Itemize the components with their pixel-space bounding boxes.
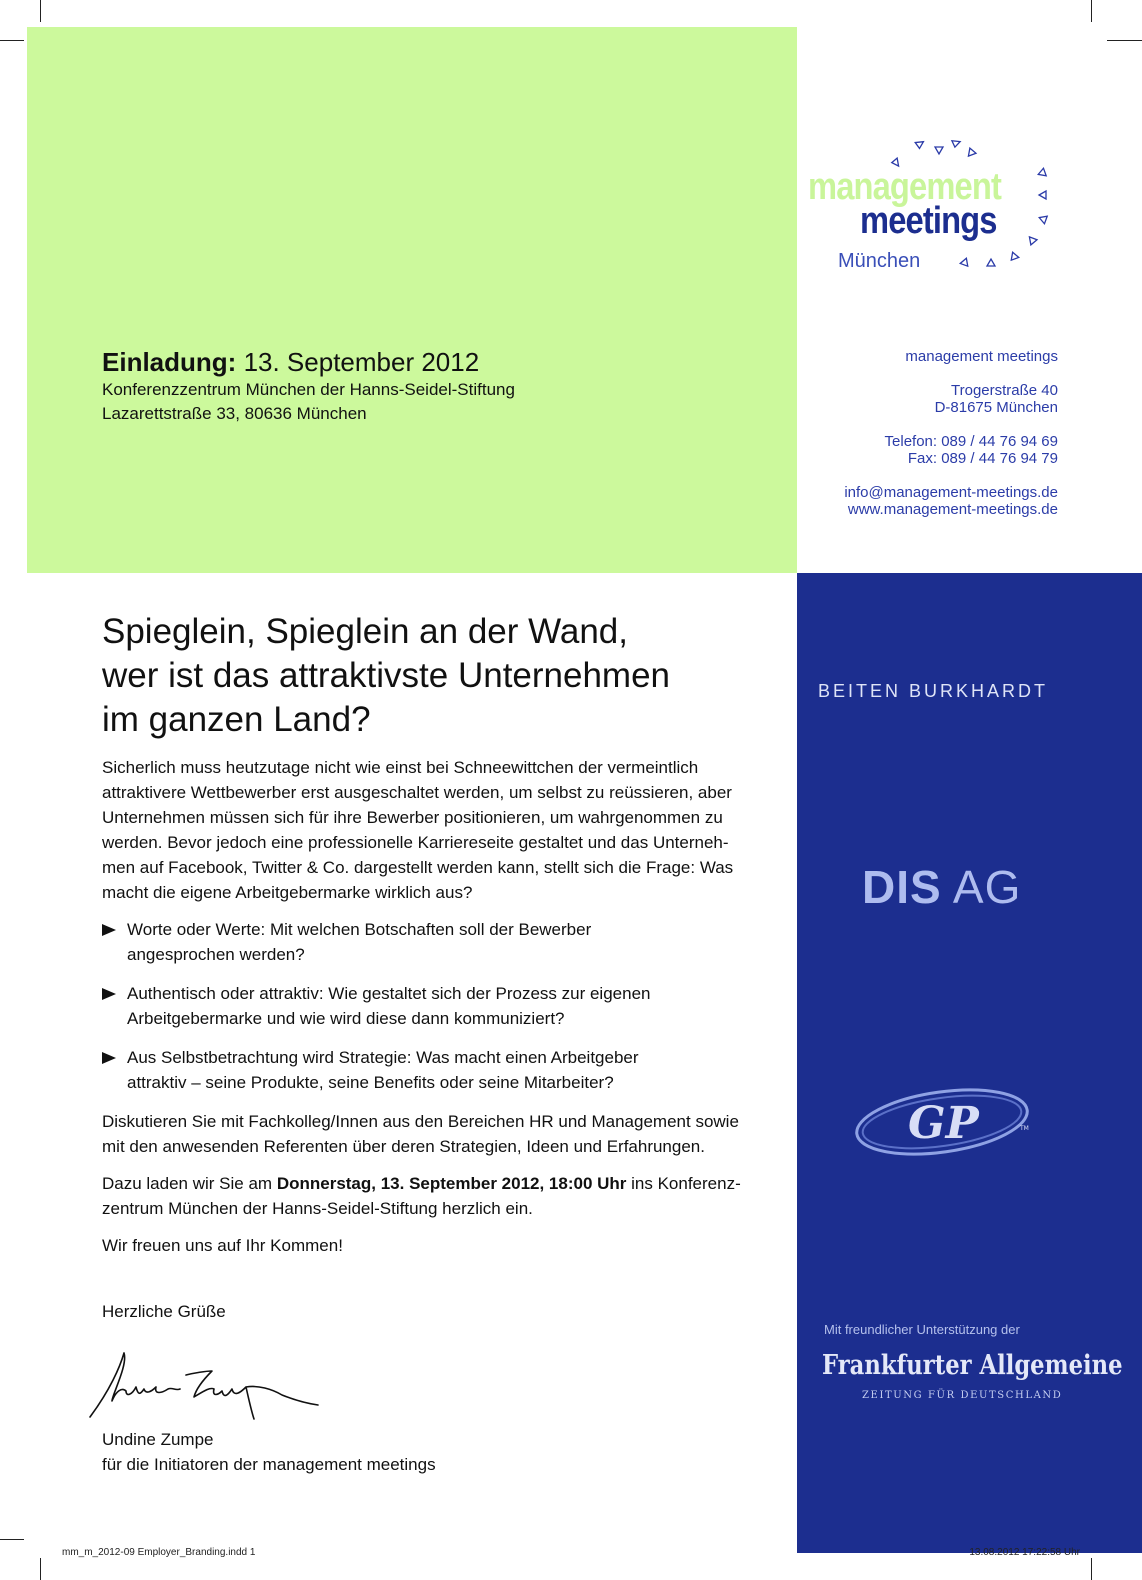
invitation-block: [102, 346, 622, 426]
text-line: angesprochen werden?: [127, 945, 305, 964]
headline-line: im ganzen Land?: [102, 700, 371, 739]
contact-email-link[interactable]: info@management-meetings.de: [844, 484, 1058, 501]
faz-logo-name: Frankfurter Allgemeine: [822, 1350, 1123, 1381]
invitation-date: 13. September 2012: [243, 347, 480, 377]
header-panel: [27, 27, 797, 573]
contact-org: management meetings: [905, 348, 1058, 365]
text-line: men auf Facebook, Twitter & Co. dargestellt werden kann, stellt sich die Frage: Was: [102, 858, 734, 877]
crop-mark: [40, 0, 41, 22]
text-line: macht die eigene Arbeitgebermarke wirklich aus?: [102, 883, 473, 902]
greeting: Herzliche Grüße: [102, 1302, 226, 1321]
signer-name: Undine Zumpe: [102, 1430, 214, 1449]
triangle-bullet-icon: [102, 988, 116, 1000]
invite-pre: Dazu laden wir Sie am: [102, 1174, 277, 1193]
intro-paragraph: [102, 755, 772, 905]
headline: [102, 610, 792, 742]
signer-block: [102, 1427, 436, 1477]
invitation-label: Einladung:: [102, 347, 237, 377]
crop-mark: [1091, 1558, 1092, 1580]
contact-phone: Telefon: 089 / 44 76 94 69: [884, 433, 1058, 450]
sponsor-dis-ag: [862, 860, 1021, 914]
crop-mark: [1091, 0, 1092, 22]
text-line: Diskutieren Sie mit Fachkolleg/Innen aus den Bereichen HR und Management sowie: [102, 1112, 739, 1131]
gp-logo-icon: [850, 1072, 1040, 1162]
bullet-item: [102, 917, 772, 967]
contact-block: [738, 348, 1058, 518]
contact-web-link[interactable]: www.management-meetings.de: [847, 501, 1058, 518]
text-line: Authentisch oder attraktiv: Wie gestaltet sich der Prozess zur eigenen: [127, 984, 651, 1003]
dis-bold: DIS: [862, 861, 942, 913]
crop-mark: [0, 40, 24, 41]
sponsor-panel: [797, 573, 1142, 1553]
crop-mark: [0, 1539, 24, 1540]
text-line: werden. Bevor jedoch eine professionelle Karriereseite gestaltet und das Unterneh-: [102, 833, 729, 852]
text-line: Sicherlich muss heutzutage nicht wie einst bei Schneewittchen der vermeintlich: [102, 758, 699, 777]
text-line: Aus Selbstbetrachtung wird Strategie: Was macht einen Arbeitgeber: [127, 1048, 639, 1067]
triangle-bullet-icon: [102, 924, 116, 936]
text-line: mit den anwesenden Referenten über deren Strategien, Ideen und Erfahrungen.: [102, 1137, 705, 1156]
logo-word-meetings: meetings: [860, 200, 997, 242]
invite-post: ins Konferenz-: [626, 1174, 741, 1193]
contact-fax: Fax: 089 / 44 76 94 79: [907, 450, 1058, 467]
dis-rest: AG: [941, 861, 1022, 913]
signer-role: für die Initiatoren der management meetings: [102, 1455, 436, 1474]
invitation-venue: Konferenzzentrum München der Hanns-Seidel-Stiftung: [102, 380, 515, 399]
gp-logo-text: GP: [908, 1098, 979, 1149]
text-line: Unternehmen müssen sich für ihre Bewerber positionieren, um wahrgenommen zu: [102, 808, 723, 827]
headline-line: Spieglein, Spieglein an der Wand,: [102, 612, 628, 651]
discuss-paragraph: [102, 1109, 772, 1159]
text-line: [102, 1171, 772, 1196]
headline-line: wer ist das attraktivste Unternehmen: [102, 656, 671, 695]
logo-city: München: [838, 250, 921, 272]
invitation-title: [102, 346, 622, 378]
text-line: zentrum München der Hanns-Seidel-Stiftung herzlich ein.: [102, 1199, 533, 1218]
signature-image: [82, 1345, 322, 1425]
text-line: attraktivere Wettbewerber erst ausgeschaltet werden, um selbst zu reüssieren, aber: [102, 783, 732, 802]
print-slug-filename: mm_m_2012-09 Employer_Branding.indd 1: [62, 1547, 256, 1558]
bullet-item: [102, 981, 772, 1031]
triangle-bullet-icon: [102, 1052, 116, 1064]
invitation-address: Lazarettstraße 33, 80636 München: [102, 404, 367, 423]
text-line: Worte oder Werte: Mit welchen Botschaften soll der Bewerber: [127, 920, 592, 939]
text-line: Arbeitgebermarke und wie wird diese dann kommuniziert?: [127, 1009, 565, 1028]
logo-word-management: management: [808, 166, 1001, 208]
print-slug-timestamp: 13.08.2012 17:22:58 Uhr: [969, 1547, 1080, 1558]
sponsor-beiten-burkhardt: BEITEN BURKHARDT: [818, 681, 1049, 701]
support-note: Mit freundlicher Unterstützung der: [824, 1322, 1020, 1337]
management-meetings-logo: [800, 128, 1080, 288]
svg-text:TM: TM: [1020, 1125, 1029, 1132]
text-line: attraktiv – seine Produkte, seine Benefits oder seine Mitarbeiter?: [127, 1073, 614, 1092]
contact-city: D-81675 München: [934, 399, 1058, 416]
closing-line: Wir freuen uns auf Ihr Kommen!: [102, 1236, 343, 1255]
faz-logo-subtitle: ZEITUNG FÜR DEUTSCHLAND: [862, 1390, 1063, 1401]
crop-mark: [1107, 40, 1142, 41]
contact-street: Trogerstraße 40: [951, 382, 1058, 399]
bullet-item: [102, 1045, 772, 1095]
invite-datetime: Donnerstag, 13. September 2012, 18:00 Uhr: [276, 1174, 627, 1193]
crop-mark: [40, 1558, 41, 1580]
invite-paragraph: [102, 1171, 772, 1221]
body-text: [102, 755, 772, 1270]
